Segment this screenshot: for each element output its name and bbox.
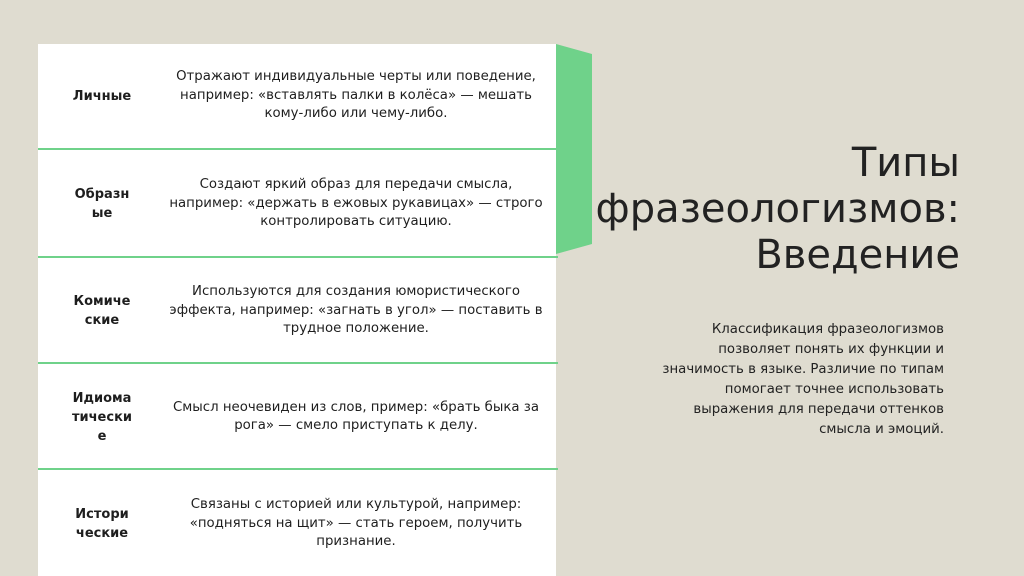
type-label: Исторические — [75, 507, 129, 541]
type-description: Связаны с историей или культурой, например: «подняться на щит» — стать героем, получить признание. — [189, 497, 523, 550]
type-row-personal — [38, 44, 556, 148]
row-divider — [38, 362, 558, 364]
type-label: Комические — [73, 294, 131, 328]
type-label: Идиоматические — [71, 390, 133, 444]
types-panel — [38, 44, 556, 576]
type-row-figurative — [38, 152, 556, 256]
type-row-comic — [38, 260, 556, 362]
row-divider — [38, 148, 558, 150]
type-description: Используются для создания юмористического эффекта, например: «загнать в угол» — поставить в трудное положение. — [169, 284, 543, 337]
type-description: Отражают индивидуальные черты или поведение, например: «вставлять палки в колёса» — мешать кому-либо или чему-либо. — [176, 69, 536, 122]
type-label: Личные — [72, 88, 132, 104]
row-divider — [38, 468, 558, 470]
type-row-historical — [38, 472, 556, 576]
slide-title: Типы фразеологизмов: Введение — [595, 140, 960, 278]
intro-text: Классификация фразеологизмов позволяет понять их функции и значимость в языке. Различие по типам помогает точнее использовать выражения для передачи оттенков смысла и эмоций. — [662, 322, 944, 437]
type-description: Создают яркий образ для передачи смысла, например: «держать в ежовых рукавицах» — строго контролировать ситуацию. — [169, 177, 543, 230]
type-label: Образные — [74, 187, 130, 221]
type-row-idiomatic — [38, 366, 556, 468]
type-description: Смысл неочевиден из слов, пример: «брать быка за рога» — смело приступать к делу. — [172, 399, 540, 433]
row-divider — [38, 256, 558, 258]
